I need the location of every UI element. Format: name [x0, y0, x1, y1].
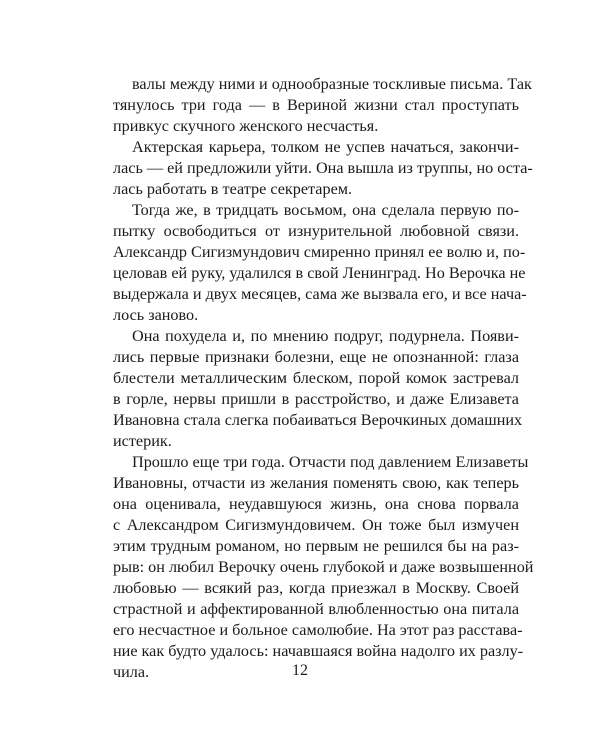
- paragraph: [113, 452, 534, 683]
- body-text: [113, 74, 534, 683]
- text-line: тянулось три года — в Вериной жизни стал проступать: [113, 96, 519, 114]
- text-line: Прошло еще три года. Отчасти под давлением Елизаветы: [132, 453, 529, 471]
- text-line: страстной и аффектированной влюбленностью она питала: [113, 600, 519, 618]
- text-line: его несчастное и больное самолюбие. На этот раз расстава-: [113, 621, 523, 639]
- text-line: Актерская карьера, толком не успев начаться, закончи-: [132, 138, 519, 156]
- text-line: ние как будто удалось: начавшаяся война надолго их разлу-: [113, 642, 524, 660]
- text-line: привкус скучного женского несчастья.: [113, 117, 379, 135]
- text-line: в горле, нервы пришли в расстройство, и даже Елизавета: [113, 390, 519, 408]
- text-line: Ивановны, отчасти из желания поменять свою, как теперь: [113, 474, 519, 492]
- text-line: выдержала и двух месяцев, сама же вызвала его, и все нача-: [113, 285, 527, 303]
- text-line: любовью — всякий раз, когда приезжал в Москву. Своей: [113, 579, 519, 597]
- text-line: валы между ними и однообразные тоскливые письма. Так: [132, 75, 532, 93]
- text-line: чила.: [113, 663, 150, 681]
- text-line: этим трудным романом, но первым не решился бы на раз-: [113, 537, 519, 555]
- text-line: блестели металлическим блеском, порой комок застревал: [113, 369, 519, 387]
- paragraph: [113, 200, 527, 326]
- page-number: 12: [292, 662, 308, 679]
- text-line: лись первые признаки болезни, еще не опознанной: глаза: [113, 348, 519, 366]
- paragraph: [113, 326, 523, 452]
- text-line: Она похудела и, по мнению подруг, подурнела. Появи-: [132, 327, 519, 345]
- text-line: лась — ей предложили уйти. Она вышла из труппы, но оста-: [113, 159, 533, 177]
- text-line: с Александром Сигизмундовичем. Он тоже был измучен: [113, 516, 519, 534]
- text-line: Тогда же, в тридцать восьмом, она сделала первую по-: [132, 201, 519, 219]
- text-line: истерик.: [113, 432, 172, 450]
- text-line: лась работать в театре секретарем.: [113, 180, 353, 198]
- paragraph: [113, 137, 533, 200]
- text-line: рыв: он любил Верочку очень глубокой и даже возвышенной: [113, 558, 534, 576]
- text-line: Ивановна стала слегка побаиваться Верочкиных домашних: [113, 411, 523, 429]
- text-line: лось заново.: [113, 306, 199, 324]
- text-line: пытку освободиться от изнурительной любовной связи.: [113, 222, 519, 240]
- text-line: целовав ей руку, удалился в свой Ленинград. Но Верочка не: [113, 264, 526, 282]
- text-line: Александр Сигизмундович смиренно принял ее волю и, по-: [113, 243, 526, 261]
- paragraph: [113, 74, 532, 137]
- text-line: она оценивала, неудавшуюся жизнь, она снова порвала: [113, 495, 519, 513]
